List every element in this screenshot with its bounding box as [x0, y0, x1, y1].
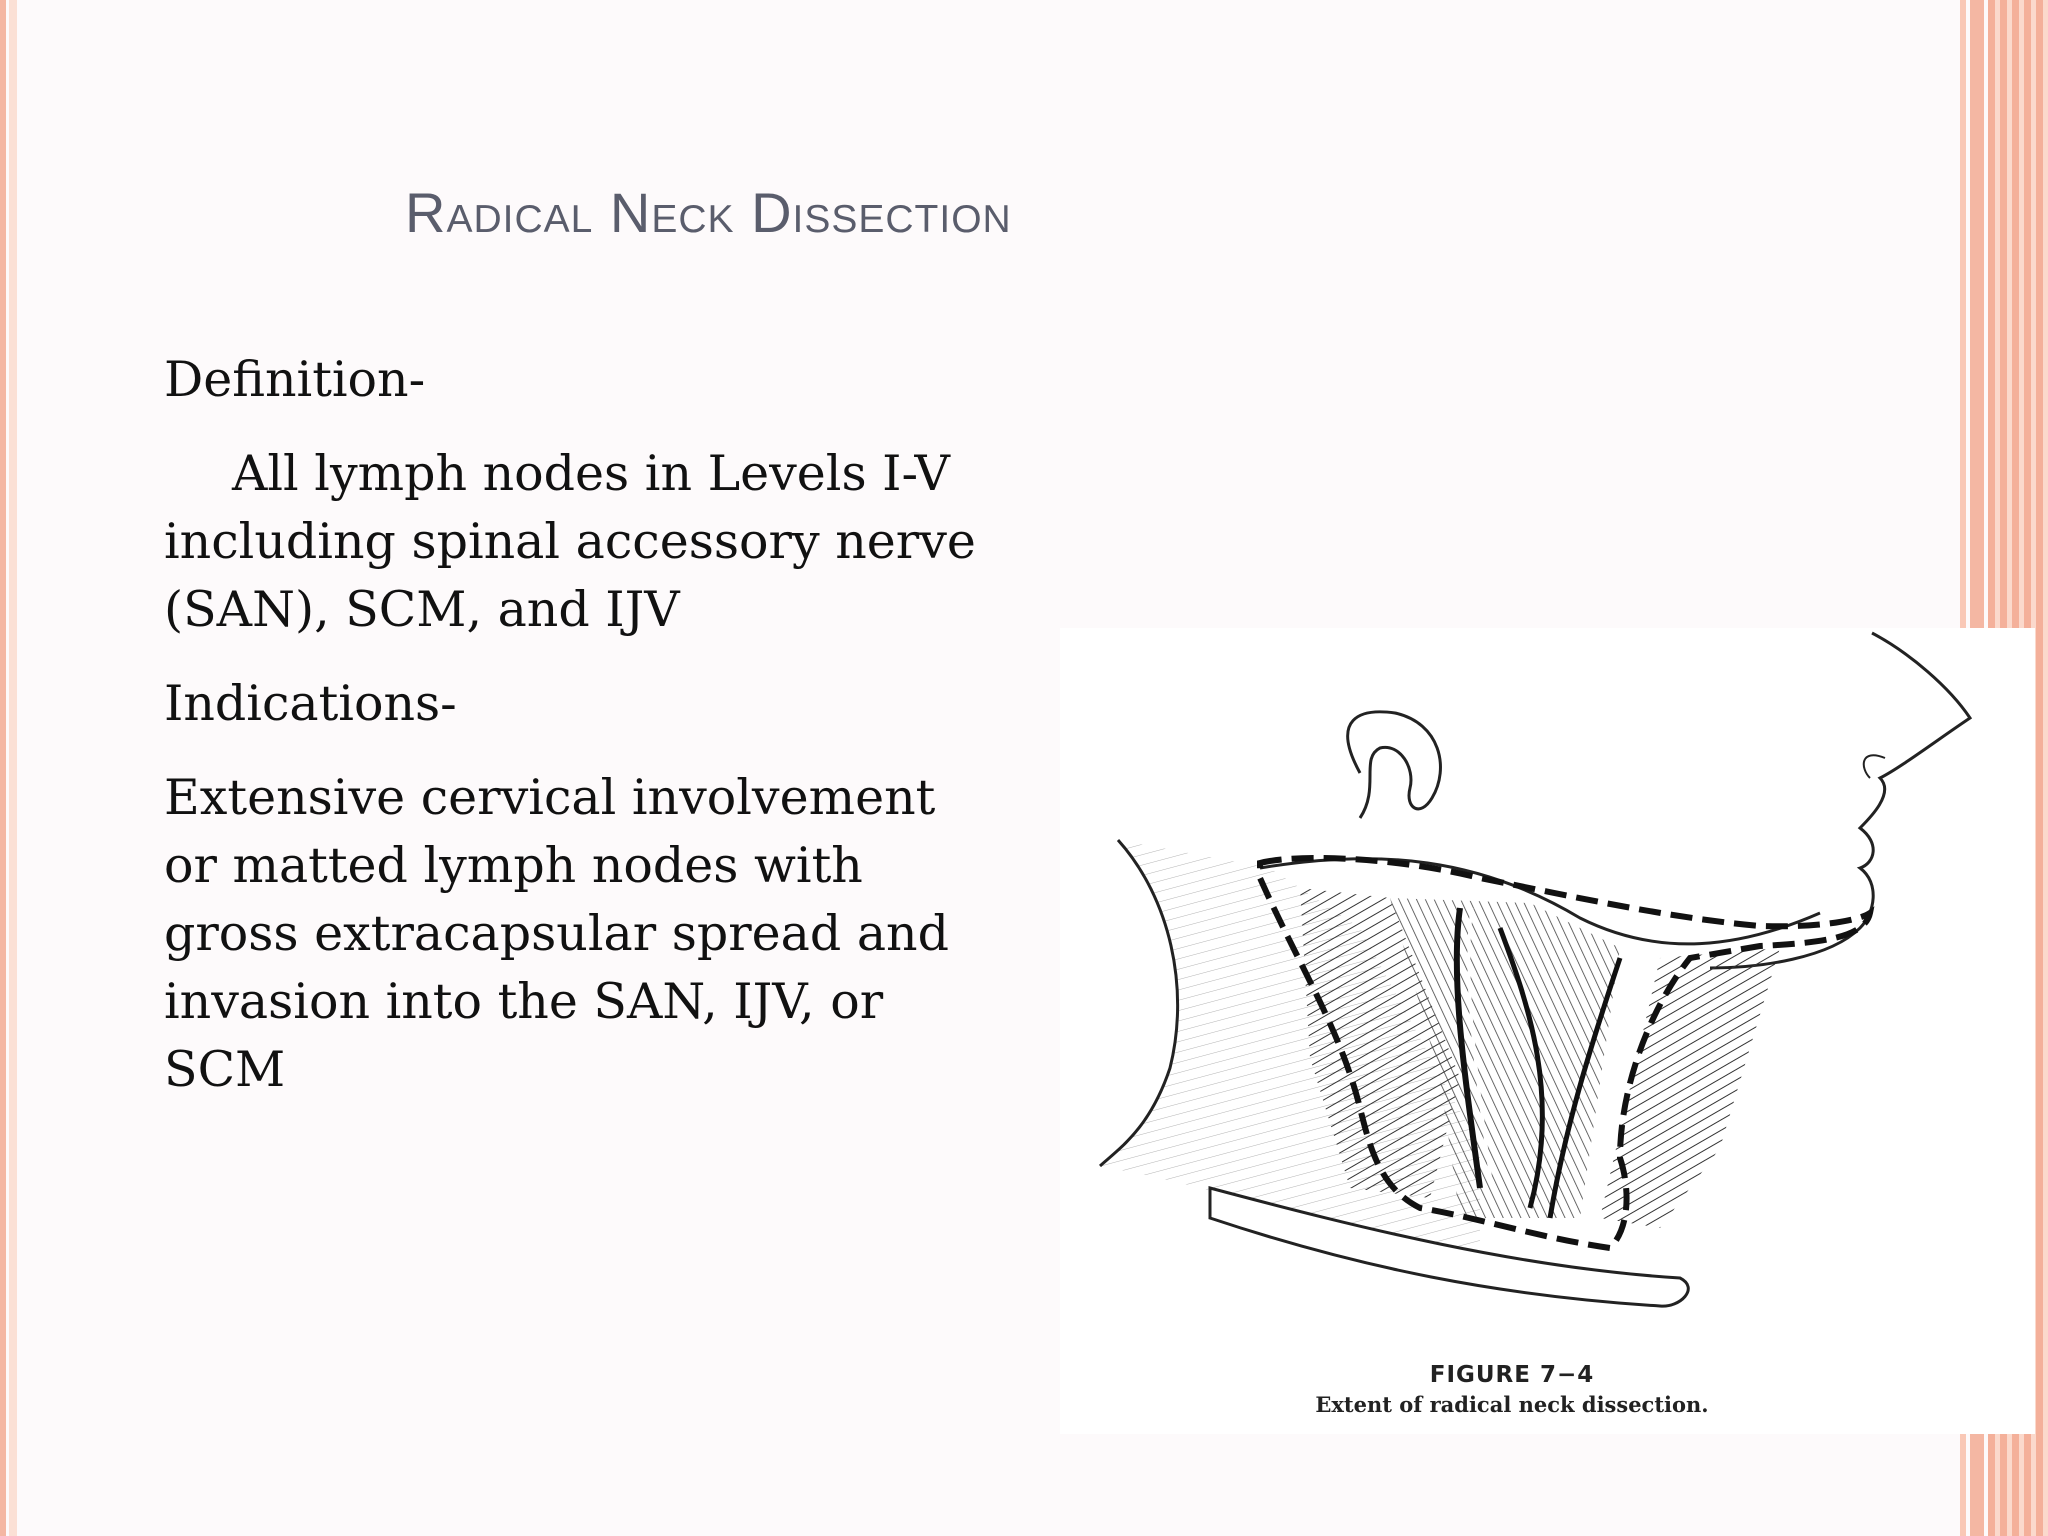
neck-dissection-illustration-icon [1060, 628, 2035, 1338]
definition-line-1: All lymph nodes in Levels I-V [232, 445, 950, 502]
figure-number: FIGURE 7−4 [1429, 1362, 1595, 1388]
indications-line-4: invasion into the SAN, IJV, or [164, 973, 884, 1030]
definition-heading: Definition- [164, 351, 426, 408]
definition-line-2: including spinal accessory nerve [164, 513, 976, 570]
indications-line-2: or matted lymph nodes with [164, 837, 863, 894]
left-accent-stripe [0, 0, 6, 1536]
definition-line-3: (SAN), SCM, and IJV [164, 581, 680, 638]
indications-line-5: SCM [164, 1041, 286, 1098]
left-accent-stripe-light [9, 0, 17, 1536]
indications-heading: Indications- [164, 675, 457, 732]
indications-line-1: Extensive cervical involvement [164, 769, 936, 826]
figure-panel [1060, 628, 2035, 1434]
figure-caption: Extent of radical neck dissection. [1315, 1392, 1709, 1417]
slide-title: Radical Neck Dissection [405, 181, 1012, 244]
indications-line-3: gross extracapsular spread and [164, 905, 949, 962]
